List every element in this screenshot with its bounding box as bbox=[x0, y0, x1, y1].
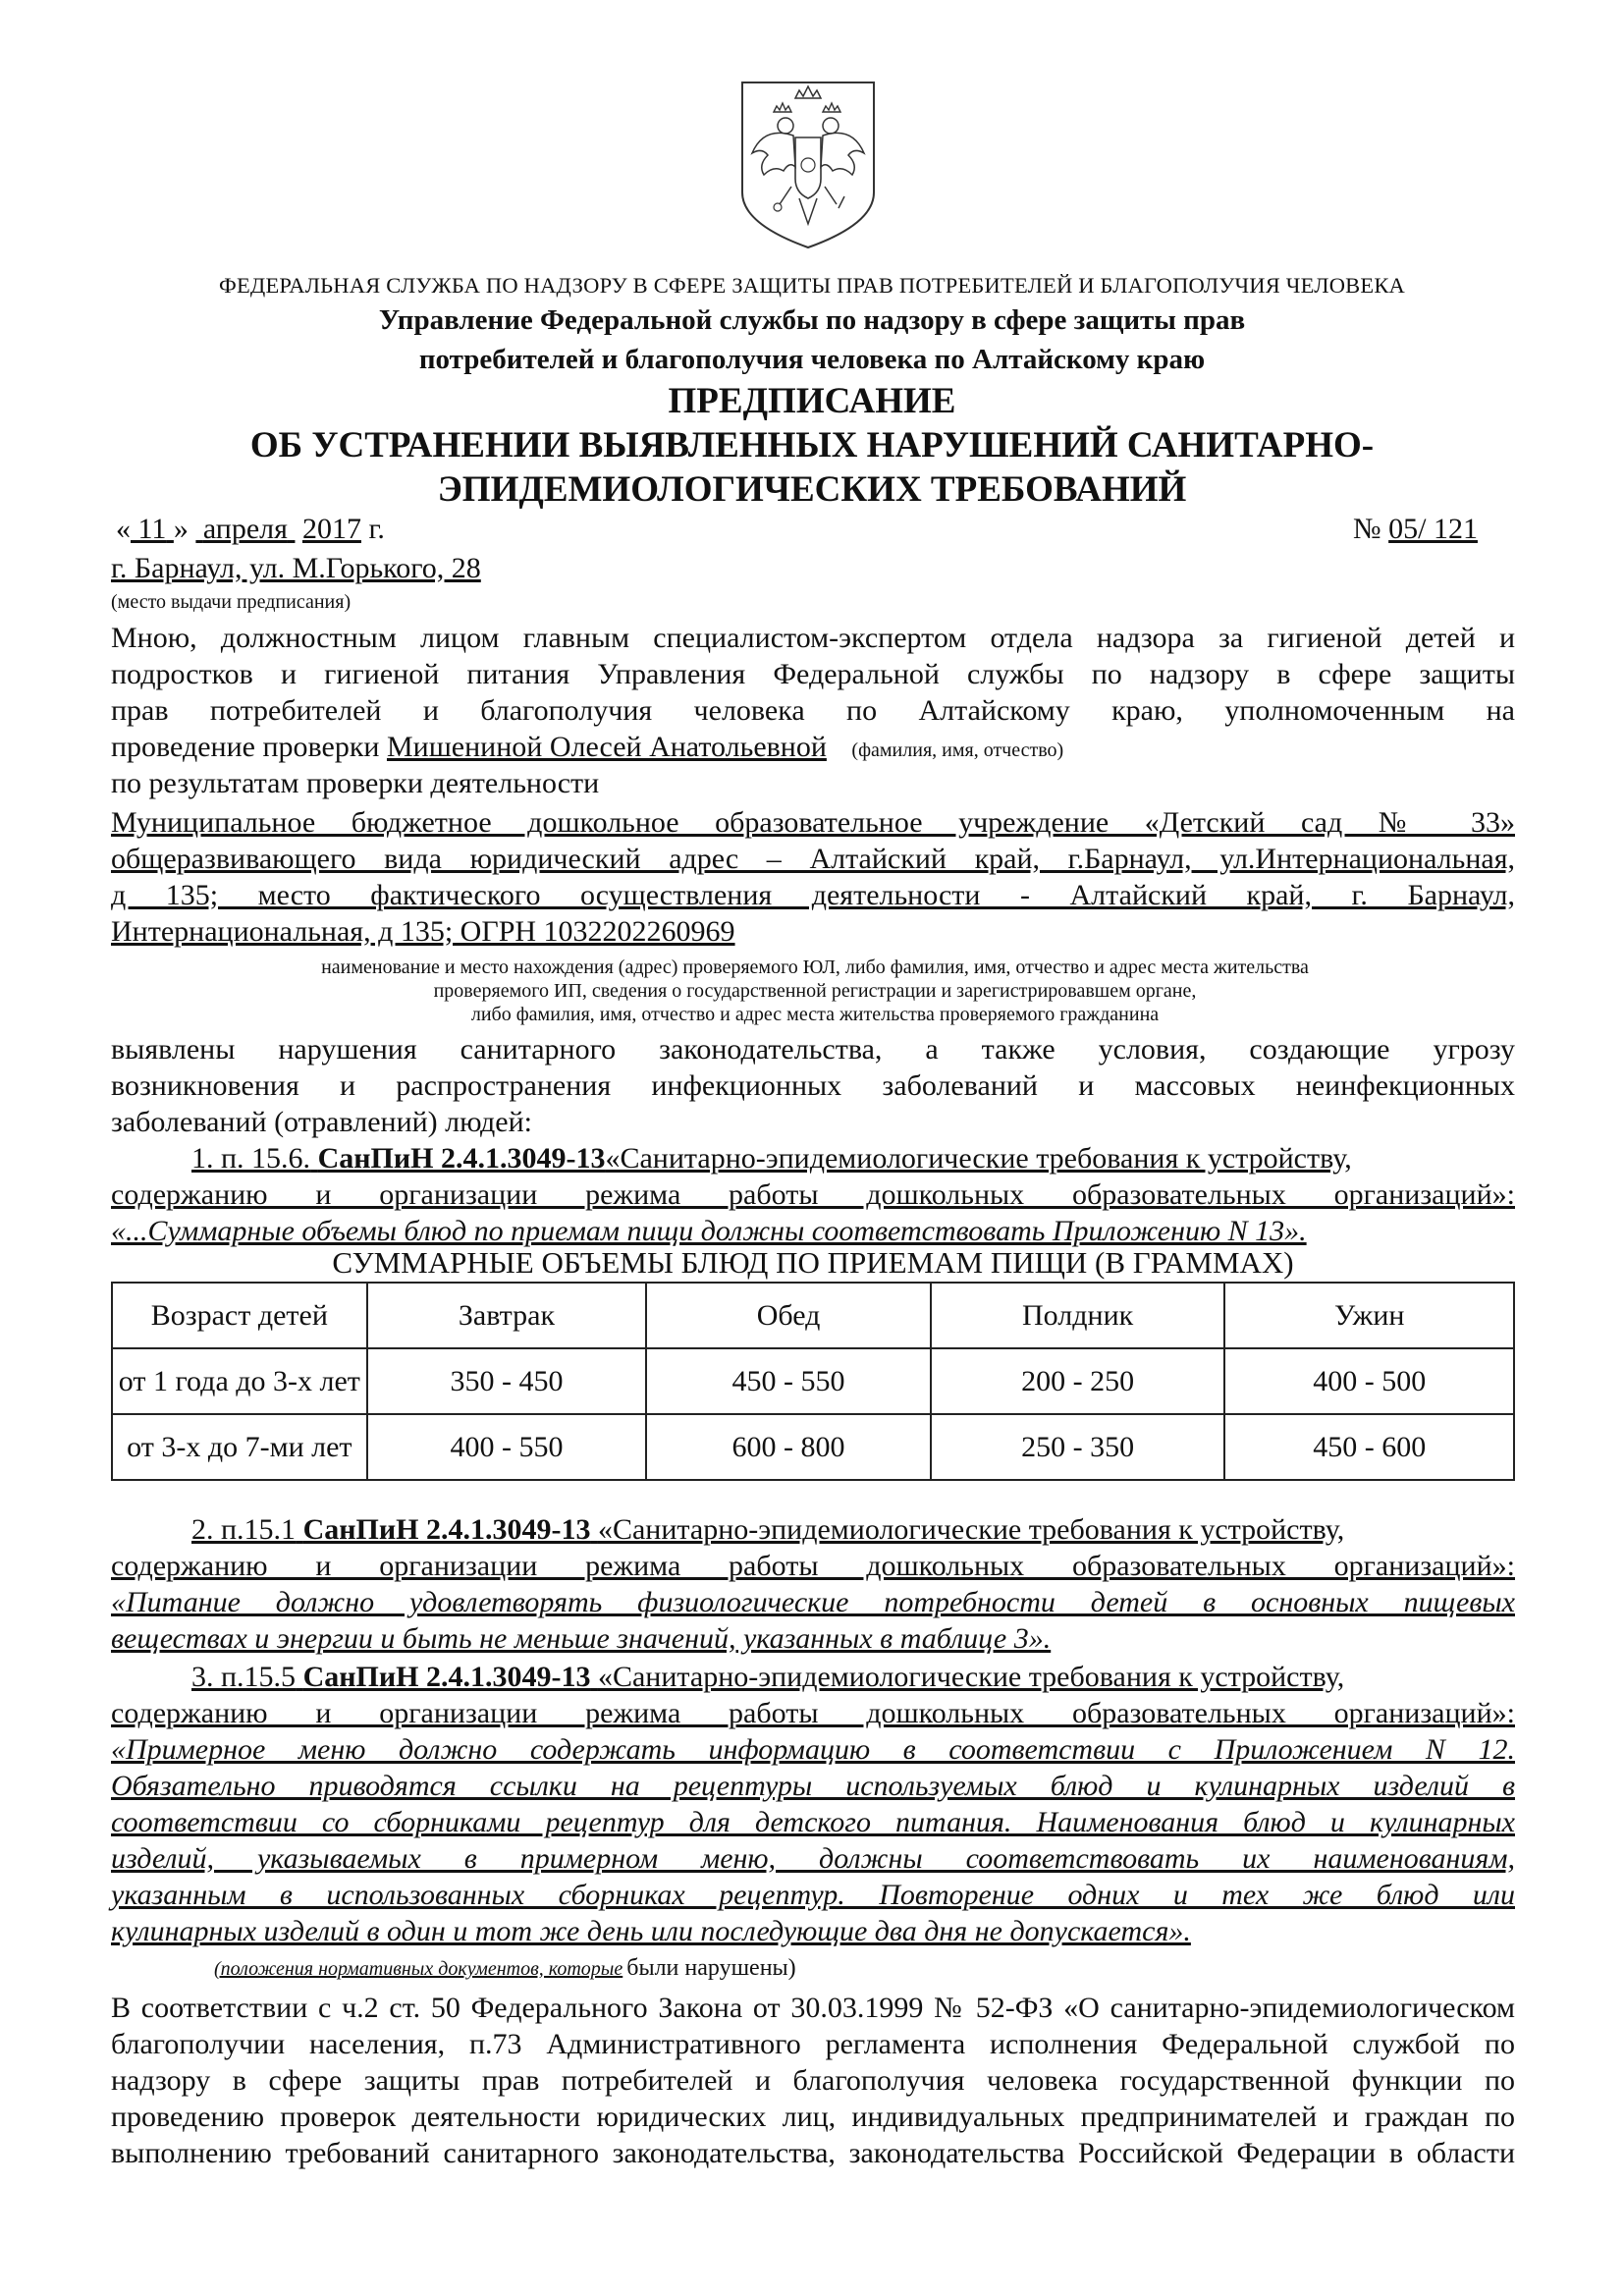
intro-line-2: подростков и гигиеной питания Управления Федеральной службы по надзору в сфере защиты bbox=[111, 658, 1515, 690]
inspector-name: Мишениной Олесей Анатольевной bbox=[386, 731, 827, 763]
date-month: апреля bbox=[202, 513, 288, 545]
table-header-row bbox=[112, 1283, 1514, 1348]
item-2-norm: СанПиН 2.4.1.3049-13 bbox=[302, 1513, 591, 1546]
basis-line-5: выполнению требований санитарного законодательства, законодательства Российской Федерации в области bbox=[111, 2137, 1515, 2169]
table-title: СУММАРНЫЕ ОБЪЕМЫ БЛЮД ПО ПРИЕМАМ ПИЩИ (В ГРАММАХ) bbox=[332, 1245, 1294, 1280]
violations-caption-text: (положения нормативных документов, которые bbox=[214, 1958, 623, 1980]
findings-line-3: заболеваний (отравлений) людей: bbox=[111, 1106, 532, 1138]
table-cell: 200 - 250 bbox=[931, 1348, 1225, 1414]
subject-caption-1: наименование и место нахождения (адрес) проверяемого ЮЛ, либо фамилия, имя, отчество и адрес места жительства bbox=[321, 957, 1309, 978]
item-3-text: «Санитарно-эпидемиологические требования к устройству, bbox=[597, 1661, 1345, 1693]
table-header-cell: Возраст детей bbox=[112, 1283, 367, 1348]
basis-line-4: проведению проверок деятельности юридических лиц, индивидуальных предпринимателей и граждан по bbox=[111, 2101, 1515, 2133]
item-2-prefix: 2. п.15.1 bbox=[191, 1513, 297, 1546]
basis-line-2: благополучии населения, п.73 Административного регламента исполнения Федеральной службой по bbox=[111, 2028, 1515, 2060]
item-2-quote-1: «Питание должно удовлетворять физиологические потребности детей в основных пищевых bbox=[111, 1586, 1515, 1618]
table-header-cell: Ужин bbox=[1224, 1283, 1514, 1348]
item-1-prefix: 1. п. 15.6. bbox=[191, 1142, 311, 1175]
number-label: № bbox=[1353, 513, 1381, 545]
intro-line-1: Мною, должностным лицом главным специалистом-экспертом отдела надзора за гигиеной детей и bbox=[111, 622, 1515, 654]
intro-line-5: по результатам проверки деятельности bbox=[111, 767, 600, 799]
document-subtitle-line-2: ЭПИДЕМИОЛОГИЧЕСКИХ ТРЕБОВАНИЙ bbox=[437, 469, 1187, 510]
table-cell: 250 - 350 bbox=[931, 1414, 1225, 1480]
department-line-1: Управление Федеральной службы по надзору в сфере защиты прав bbox=[378, 304, 1246, 336]
table-cell: от 3-х до 7-ми лет bbox=[112, 1414, 367, 1480]
table-header-cell: Обед bbox=[646, 1283, 931, 1348]
item-2-text: «Санитарно-эпидемиологические требования к устройству, bbox=[597, 1513, 1345, 1546]
inspector-caption: (фамилия, имя, отчество) bbox=[851, 739, 1064, 761]
document-subtitle-line-1: ОБ УСТРАНЕНИИ ВЫЯВЛЕННЫХ НАРУШЕНИЙ САНИТАРНО- bbox=[249, 425, 1375, 465]
item-3-prefix: 3. п.15.5 bbox=[191, 1661, 297, 1693]
item-2-heading bbox=[111, 1512, 1515, 1549]
intro-line-3: прав потребителей и благополучия человека по Алтайскому краю, уполномоченным на bbox=[111, 694, 1515, 727]
findings-line-1: выявлены нарушения санитарного законодательства, а также условия, создающие угрозу bbox=[111, 1033, 1515, 1066]
number-value: 05/ 121 bbox=[1388, 513, 1478, 545]
item-1-line-2: содержанию и организации режима работы дошкольных образовательных организаций»: bbox=[111, 1178, 1515, 1211]
violations-caption-tail: были нарушены) bbox=[626, 1955, 796, 1981]
subject-caption-3: либо фамилия, имя, отчество и адрес места жительства проверяемого гражданина bbox=[470, 1004, 1160, 1025]
item-1-norm: СанПиН 2.4.1.3049-13 bbox=[317, 1142, 606, 1175]
subject-caption-2: проверяемого ИП, сведения о государственной регистрации и зарегистрировавшем органе, bbox=[433, 980, 1197, 1002]
department-line-2: потребителей и благополучия человека по Алтайскому краю bbox=[418, 344, 1206, 375]
subject-line-2: общеразвивающего вида юридический адрес – Алтайский край, г.Барнаул, ул.Интернациональная, bbox=[111, 843, 1515, 875]
item-2-line-2: содержанию и организации режима работы дошкольных образовательных организаций»: bbox=[111, 1550, 1515, 1582]
issue-place: г. Барнаул, ул. М.Горького, 28 bbox=[111, 552, 481, 584]
item-1-quote: «...Суммарные объемы блюд по приемам пищи должны соответствовать Приложению N 13». bbox=[111, 1215, 1307, 1247]
service-name: ФЕДЕРАЛЬНАЯ СЛУЖБА ПО НАДЗОРУ В СФЕРЕ ЗАЩИТЫ ПРАВ ПОТРЕБИТЕЛЕЙ И БЛАГОПОЛУЧИЯ ЧЕЛОВЕКА bbox=[219, 273, 1405, 298]
findings-line-2: возникновения и распространения инфекционных заболеваний и массовых неинфекционных bbox=[111, 1069, 1515, 1102]
item-3-quote-5: указанным в использованных сборниках рецептур. Повторение одних и тех же блюд или bbox=[111, 1879, 1515, 1911]
date-open-quote: « bbox=[116, 513, 131, 545]
item-2-quote-2: веществах и энергии и быть не меньше значений, указанных в таблице 3». bbox=[111, 1622, 1052, 1655]
table-cell: 600 - 800 bbox=[646, 1414, 931, 1480]
portion-volume-table bbox=[111, 1282, 1515, 1481]
subject-line-4: Интернациональная, д 135; ОГРН 1032202260969 bbox=[111, 915, 735, 948]
document-title: ПРЕДПИСАНИЕ bbox=[668, 381, 956, 421]
date-year-suffix: г. bbox=[368, 513, 385, 545]
table-cell: 450 - 600 bbox=[1224, 1414, 1514, 1480]
basis-line-1: В соответствии с ч.2 ст. 50 Федерального Закона от 30.03.1999 № 52-ФЗ «О санитарно-эпидемиологическом bbox=[111, 1992, 1515, 2024]
intro-line-4 bbox=[111, 730, 1515, 769]
subject-line-3: д 135; место фактического осуществления деятельности - Алтайский край, г. Барнаул, bbox=[111, 879, 1515, 911]
table-header-cell: Завтрак bbox=[367, 1283, 647, 1348]
issue-place-caption: (место выдачи предписания) bbox=[111, 591, 352, 613]
coat-of-arms-emblem bbox=[734, 77, 882, 251]
item-3-quote-4: изделий, указываемых в примерном меню, должны соответствовать их наименованиям, bbox=[111, 1842, 1515, 1875]
item-3-quote-1: «Примерное меню должно содержать информацию в соответствии с Приложением N 12. bbox=[111, 1733, 1515, 1766]
item-1-heading bbox=[111, 1141, 1515, 1177]
item-3-quote-6: кулинарных изделий в один и тот же день или последующие два дня не допускается». bbox=[111, 1915, 1191, 1947]
violations-caption bbox=[214, 1955, 796, 1982]
table-header-cell: Полдник bbox=[931, 1283, 1225, 1348]
table-cell: 450 - 550 bbox=[646, 1348, 931, 1414]
basis-line-3: надзору в сфере защиты прав потребителей и благополучия человека государственной функции по bbox=[111, 2064, 1515, 2097]
issue-date bbox=[116, 513, 385, 546]
table-cell: 400 - 550 bbox=[367, 1414, 647, 1480]
table-row bbox=[112, 1348, 1514, 1414]
table-cell: 350 - 450 bbox=[367, 1348, 647, 1414]
item-3-norm: СанПиН 2.4.1.3049-13 bbox=[302, 1661, 591, 1693]
item-3-quote-3: соответствии со сборниками рецептур для детского питания. Наименования блюд и кулинарных bbox=[111, 1806, 1515, 1838]
table-cell: от 1 года до 3-х лет bbox=[112, 1348, 367, 1414]
document-number bbox=[1353, 513, 1478, 546]
item-1-text: «Санитарно-эпидемиологические требования к устройству, bbox=[605, 1142, 1352, 1175]
table-cell: 400 - 500 bbox=[1224, 1348, 1514, 1414]
date-close-quote: » bbox=[173, 513, 189, 545]
subject-line-1: Муниципальное бюджетное дошкольное образовательное учреждение «Детский сад № 33» bbox=[111, 806, 1515, 839]
item-3-heading bbox=[111, 1660, 1515, 1696]
intro-line-4-prefix: проведение проверки bbox=[111, 731, 380, 763]
date-day: 11 bbox=[137, 513, 167, 545]
date-year: 2017 bbox=[301, 513, 361, 545]
item-3-line-2: содержанию и организации режима работы дошкольных образовательных организаций»: bbox=[111, 1697, 1515, 1729]
table-row bbox=[112, 1414, 1514, 1480]
item-3-quote-2: Обязательно приводятся ссылки на рецептуры используемых блюд и кулинарных изделий в bbox=[111, 1770, 1515, 1802]
